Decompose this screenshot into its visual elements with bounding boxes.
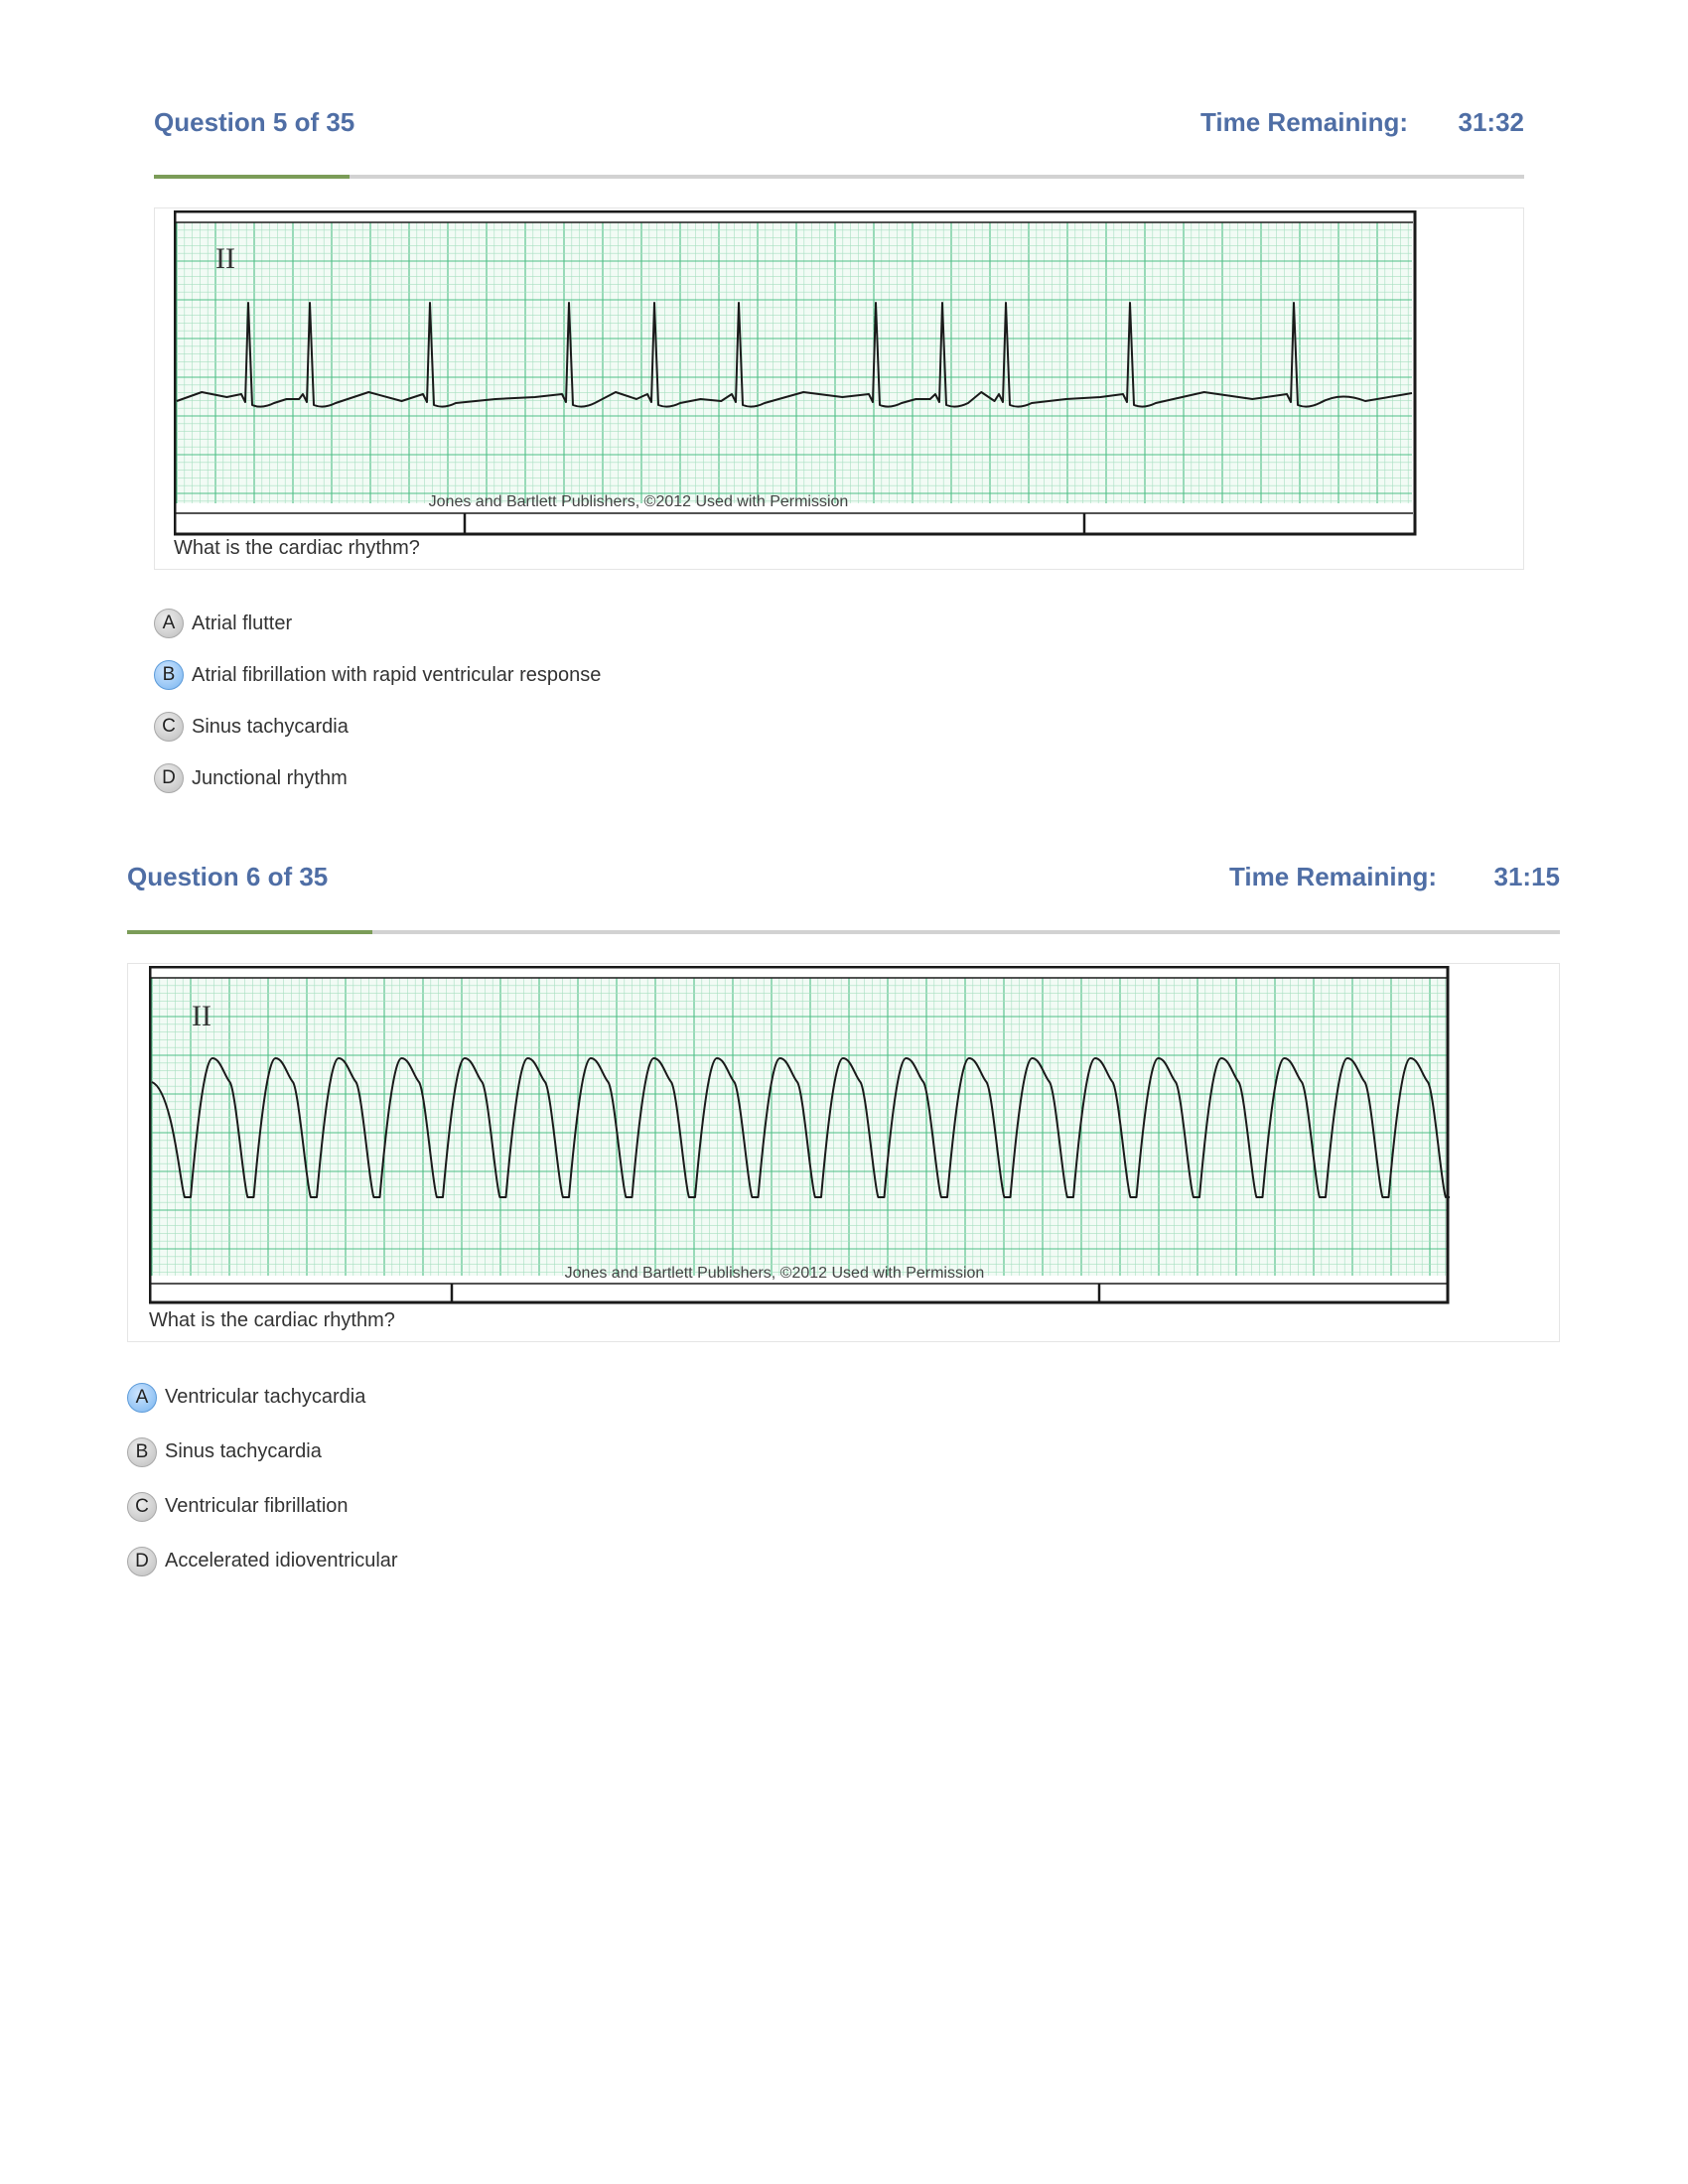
question-stem: What is the cardiac rhythm? [174, 537, 420, 559]
option-text: Ventricular tachycardia [165, 1386, 366, 1408]
progress-bar [154, 175, 1524, 179]
option-letter-badge[interactable]: B [154, 660, 184, 690]
question-header [154, 87, 1524, 137]
timer-label: Time Remaining: [1199, 107, 1408, 137]
option-letter-badge[interactable]: D [154, 763, 184, 793]
option-text: Atrial fibrillation with rapid ventricular response [192, 663, 602, 686]
option-letter-badge[interactable]: C [127, 1492, 157, 1522]
timer-label: Time Remaining: [1228, 862, 1437, 891]
progress-bar [127, 930, 1560, 934]
ecg-paper [176, 222, 1412, 503]
option-text: Atrial flutter [192, 612, 293, 634]
option-text: Accelerated idioventricular [165, 1550, 398, 1571]
option-letter-badge[interactable]: A [127, 1383, 157, 1413]
question-card [127, 963, 1560, 1342]
option-letter-badge[interactable]: B [127, 1437, 157, 1467]
answer-choices [154, 598, 1524, 804]
ecg-lead-label: II [192, 1000, 211, 1032]
answer-option-a[interactable] [127, 1370, 1560, 1425]
question-card [154, 207, 1524, 570]
answer-option-d[interactable] [154, 752, 1524, 804]
question-header [127, 842, 1560, 891]
question-stem: What is the cardiac rhythm? [149, 1309, 395, 1331]
answer-option-d[interactable] [127, 1534, 1560, 1588]
option-letter-badge[interactable]: A [154, 609, 184, 638]
ecg-credit: Jones and Bartlett Publishers, ©2012 Used with Permission [428, 493, 849, 510]
option-text: Sinus tachycardia [192, 715, 349, 738]
option-letter-badge[interactable]: D [127, 1547, 157, 1576]
question-5-block [154, 87, 1524, 804]
progress-fill [154, 175, 350, 179]
timer-value: 31:15 [1493, 862, 1560, 891]
option-text: Junctional rhythm [192, 766, 348, 789]
answer-option-b[interactable] [154, 649, 1524, 701]
option-text: Ventricular fibrillation [165, 1495, 349, 1517]
answer-option-c[interactable] [154, 701, 1524, 752]
ecg-strip-image [174, 210, 1417, 538]
answer-option-c[interactable] [127, 1479, 1560, 1534]
progress-fill [127, 930, 372, 934]
answer-choices [127, 1370, 1560, 1588]
ecg-credit: Jones and Bartlett Publishers, ©2012 Used with Permission [564, 1265, 985, 1282]
timer-value: 31:32 [1458, 107, 1524, 137]
option-text: Sinus tachycardia [165, 1440, 322, 1462]
question-6-block [127, 842, 1560, 1588]
ecg-strip-image [149, 966, 1450, 1306]
ecg-lead-label: II [215, 242, 235, 275]
answer-option-b[interactable] [127, 1425, 1560, 1479]
question-number: Question 6 of 35 [127, 862, 329, 891]
answer-option-a[interactable] [154, 598, 1524, 649]
question-number: Question 5 of 35 [154, 107, 355, 137]
option-letter-badge[interactable]: C [154, 712, 184, 742]
